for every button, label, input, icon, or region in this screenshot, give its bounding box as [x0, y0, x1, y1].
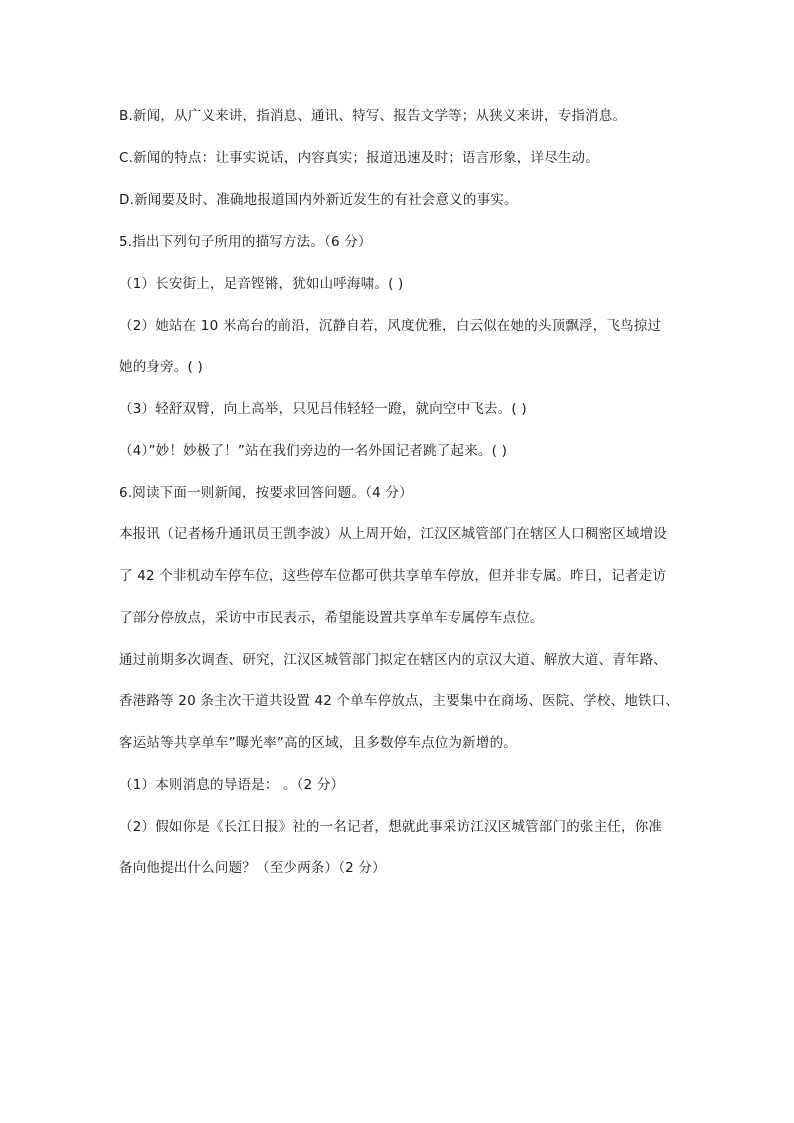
- question-6-item-2-cont: 备向他提出什么问题？（至少两条）（2 分）: [119, 860, 386, 876]
- question-5-title: 5.指出下列句子所用的描写方法。（6 分）: [119, 234, 372, 250]
- news-paragraph-1-line-1: 本报讯（记者杨升通讯员王凯李波）从上周开始，江汉区城管部门在辖区人口稠密区域增设: [119, 526, 667, 542]
- option-d: D.新闻要及时、准确地报道国内外新近发生的有社会意义的事实。: [119, 192, 518, 208]
- question-6-item-2: （2）假如你是《长江日报》社的一名记者，想就此事采访江汉区城管部门的张主任，你准: [119, 819, 663, 835]
- news-paragraph-1-line-2: 了 42 个非机动车停车位，这些停车位都可供共享单车停放，但并非专属。昨日，记者走访: [119, 568, 667, 584]
- question-5-item-2-cont: 她的身旁。( ): [119, 359, 203, 375]
- news-paragraph-2-line-2: 香港路等 20 条主次干道共设置 42 个单车停放点，主要集中在商场、医院、学校、地铁口、: [119, 693, 680, 709]
- question-5-item-3: （3）轻舒双臂，向上高举，只见吕伟轻轻一蹬，就向空中飞去。( ): [119, 401, 527, 417]
- news-paragraph-2-line-3: 客运站等共享单车”曝光率”高的区域，且多数停车点位为新增的。: [119, 735, 517, 751]
- question-6-item-1: （1）本则消息的导语是： 。（2 分）: [119, 777, 345, 793]
- question-5-item-4: （4）”妙！妙极了！”站在我们旁边的一名外国记者跳了起来。( ): [119, 443, 508, 459]
- news-paragraph-1-line-3: 了部分停放点，采访中市民表示，希望能设置共享单车专属停车点位。: [119, 610, 544, 626]
- question-5-item-2: （2）她站在 10 米高台的前沿，沉静自若，风度优雅，白云似在她的头顶飘浮，飞鸟掠过: [119, 318, 662, 334]
- option-c: C.新闻的特点：让事实说话，内容真实；报道迅速及时；语言形象，详尽生动。: [119, 150, 599, 166]
- question-6-title: 6.阅读下面一则新闻，按要求回答问题。（4 分）: [119, 485, 413, 501]
- option-b: B.新闻，从广义来讲，指消息、通讯、特写、报告文学等；从狭义来讲，专指消息。: [119, 108, 627, 124]
- question-5-item-1: （1）长安街上，足音铿锵，犹如山呼海啸。( ): [119, 276, 404, 292]
- news-paragraph-2-line-1: 通过前期多次调查、研究，江汉区城管部门拟定在辖区内的京汉大道、解放大道、青年路、: [119, 652, 667, 668]
